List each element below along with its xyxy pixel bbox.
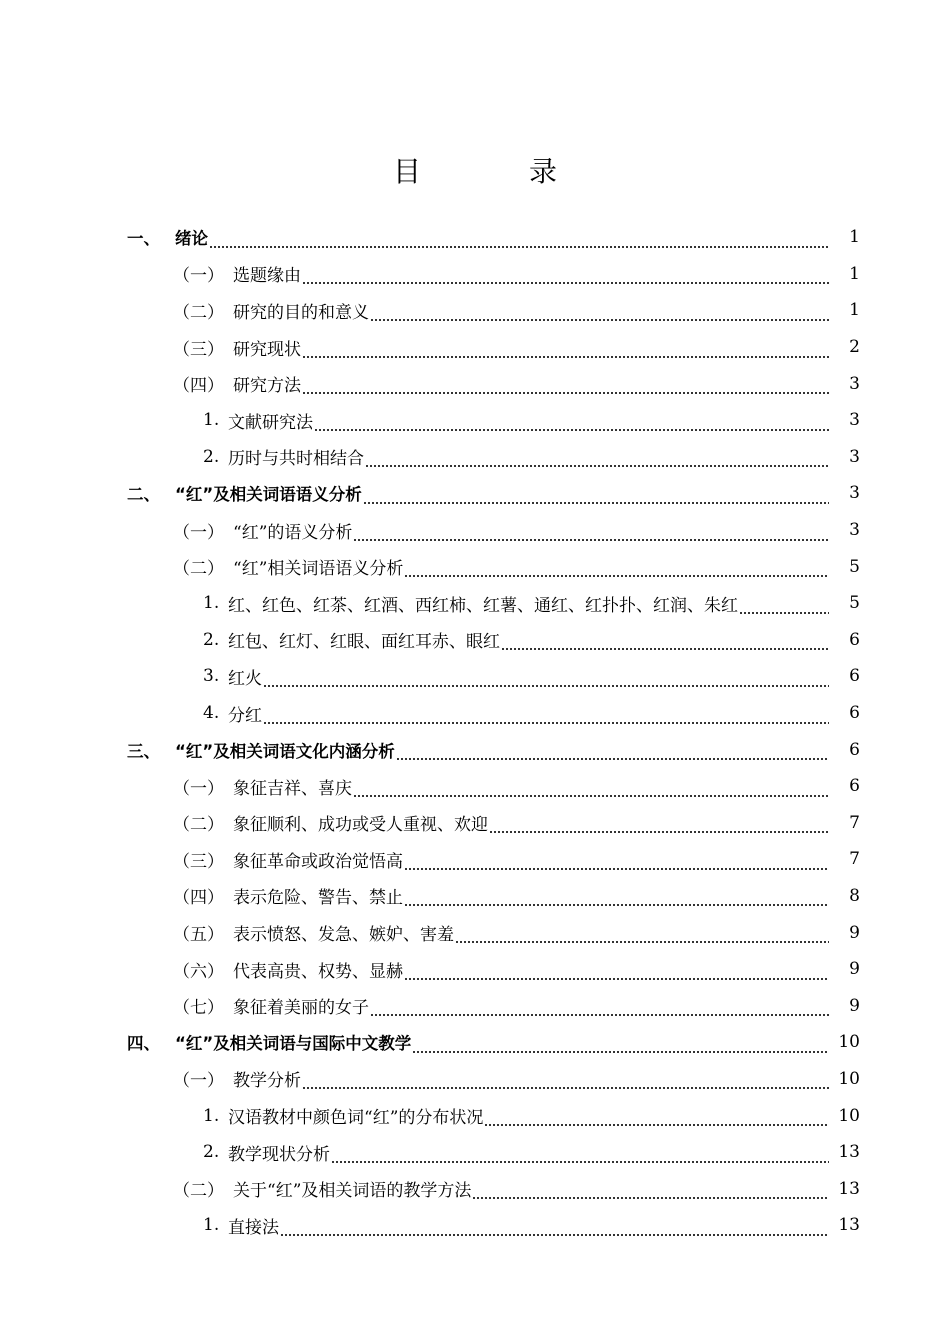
toc-entry-page-number: 13 — [838, 1142, 860, 1163]
toc-entry-label: 绪论 — [175, 229, 208, 249]
toc-entry-number: 三、 — [127, 741, 160, 761]
dot-leader — [365, 451, 829, 468]
toc-entry-page-number: 7 — [849, 849, 860, 870]
toc-entry-page-number: 13 — [838, 1178, 860, 1199]
toc-entry-number: （三） — [173, 339, 224, 360]
toc-entry[interactable] — [0, 402, 950, 439]
dot-leader — [404, 854, 829, 871]
toc-entry[interactable] — [0, 622, 950, 659]
toc-entry[interactable] — [0, 292, 950, 329]
toc-entry[interactable] — [0, 329, 950, 366]
toc-entry-page-number: 1 — [849, 300, 860, 321]
toc-entry[interactable] — [0, 731, 950, 768]
dot-leader — [396, 744, 829, 761]
toc-entry-number: 1. — [203, 593, 220, 614]
dot-leader — [302, 268, 829, 285]
toc-entry-number: 2. — [203, 629, 220, 650]
toc-entry-number: 2. — [203, 1142, 220, 1163]
toc-entry[interactable] — [0, 365, 950, 402]
dot-leader — [455, 927, 829, 944]
toc-entry-label: 红火 — [228, 668, 262, 689]
toc-entry-number: 1. — [203, 1105, 220, 1126]
dot-leader — [209, 232, 829, 249]
toc-entry-number: 2. — [203, 446, 220, 467]
toc-entry[interactable] — [0, 1170, 950, 1207]
toc-entry-label: 象征吉祥、喜庆 — [233, 778, 352, 799]
toc-entry-label: “红”的语义分析 — [233, 522, 353, 543]
toc-entry[interactable] — [0, 1097, 950, 1134]
dot-leader — [472, 1183, 829, 1200]
toc-entry-label: 分红 — [228, 705, 262, 726]
toc-entry-label: 研究的目的和意义 — [233, 302, 369, 323]
toc-entry-number: 四、 — [127, 1034, 160, 1054]
dot-leader — [370, 1000, 829, 1017]
dot-leader — [501, 634, 829, 651]
dot-leader — [353, 781, 829, 798]
toc-entry-number: 一、 — [127, 229, 160, 249]
toc-entry-page-number: 10 — [838, 1068, 860, 1089]
toc-entry[interactable] — [0, 439, 950, 476]
toc-entry[interactable] — [0, 512, 950, 549]
toc-entry-label: 象征革命或政治觉悟高 — [233, 851, 403, 872]
toc-entry-label: 研究现状 — [233, 339, 301, 360]
toc-entry[interactable] — [0, 548, 950, 585]
dot-leader — [353, 525, 829, 542]
dot-leader — [302, 342, 829, 359]
toc-entry-label: 红、红色、红茶、红酒、西红柿、红薯、通红、红扑扑、红润、朱红 — [228, 595, 738, 616]
toc-entry[interactable] — [0, 878, 950, 915]
dot-leader — [404, 964, 829, 981]
toc-entry[interactable] — [0, 951, 950, 988]
dot-leader — [302, 378, 829, 395]
dot-leader — [489, 817, 829, 834]
toc-entry-label: 教学现状分析 — [228, 1144, 330, 1165]
dot-leader — [302, 1073, 829, 1090]
toc-entry-page-number: 1 — [849, 263, 860, 284]
toc-entry-page-number: 13 — [838, 1215, 860, 1236]
toc-entry-page-number: 9 — [849, 922, 860, 943]
toc-entry[interactable] — [0, 987, 950, 1024]
toc-entry-number: （二） — [173, 559, 224, 580]
toc-entry-label: 研究方法 — [233, 376, 301, 397]
toc-entry-number: （二） — [173, 815, 224, 836]
toc-entry-label: 文献研究法 — [228, 412, 313, 433]
toc-entry-page-number: 6 — [849, 739, 860, 760]
toc-entry[interactable] — [0, 914, 950, 951]
toc-entry-number: （一） — [173, 266, 224, 287]
toc-entry[interactable] — [0, 695, 950, 732]
toc-entry[interactable] — [0, 1207, 950, 1244]
toc-entry-number: （二） — [173, 302, 224, 323]
dot-leader — [331, 1147, 829, 1164]
toc-entry-label: “红”及相关词语文化内涵分析 — [175, 741, 395, 761]
toc-entry-label: 选题缘由 — [233, 266, 301, 287]
toc-entry-page-number: 1 — [849, 227, 860, 248]
toc-entry-page-number: 6 — [849, 666, 860, 687]
dot-leader — [404, 890, 829, 907]
table-of-contents — [0, 219, 950, 1244]
toc-entry-page-number: 3 — [849, 520, 860, 541]
toc-entry-label: 红包、红灯、红眼、面红耳赤、眼红 — [228, 632, 500, 653]
toc-entry-label: 表示危险、警告、禁止 — [233, 888, 403, 909]
toc-entry-number: （三） — [173, 851, 224, 872]
toc-entry-label: 代表高贵、权势、显赫 — [233, 961, 403, 982]
toc-entry-page-number: 5 — [849, 593, 860, 614]
toc-entry-label: “红”及相关词语与国际中文教学 — [175, 1034, 412, 1054]
toc-entry[interactable] — [0, 585, 950, 622]
toc-entry-label: 象征顺利、成功或受人重视、欢迎 — [233, 815, 488, 836]
toc-entry-number: （一） — [173, 778, 224, 799]
toc-entry-label: 历时与共时相结合 — [228, 449, 364, 470]
toc-entry[interactable] — [0, 658, 950, 695]
toc-entry-number: 二、 — [127, 485, 160, 505]
dot-leader — [280, 1220, 829, 1237]
dot-leader — [314, 415, 829, 432]
toc-entry-page-number: 2 — [849, 337, 860, 358]
toc-entry-page-number: 6 — [849, 703, 860, 724]
toc-entry-number: 4. — [203, 703, 220, 724]
toc-entry-label: 教学分析 — [233, 1071, 301, 1092]
toc-entry[interactable] — [0, 841, 950, 878]
toc-entry-page-number: 9 — [849, 995, 860, 1016]
toc-entry[interactable] — [0, 219, 950, 256]
toc-entry-number: 1. — [203, 1215, 220, 1236]
dot-leader — [263, 671, 829, 688]
toc-entry-label: 表示愤怒、发急、嫉妒、害羞 — [233, 925, 454, 946]
toc-entry-page-number: 3 — [849, 483, 860, 504]
toc-entry-label: 关于“红”及相关词语的教学方法 — [233, 1181, 472, 1202]
toc-entry-page-number: 3 — [849, 446, 860, 467]
dot-leader — [363, 488, 829, 505]
toc-entry-label: “红”及相关词语语义分析 — [175, 485, 362, 505]
dot-leader — [412, 1037, 829, 1054]
toc-entry-page-number: 9 — [849, 959, 860, 980]
toc-entry-page-number: 6 — [849, 629, 860, 650]
toc-entry-number: 3. — [203, 666, 220, 687]
dot-leader — [370, 305, 829, 322]
dot-leader — [263, 708, 829, 725]
toc-entry-page-number: 7 — [849, 812, 860, 833]
toc-entry-number: （四） — [173, 376, 224, 397]
toc-entry-label: “红”相关词语语义分析 — [233, 559, 404, 580]
toc-entry[interactable] — [0, 475, 950, 512]
toc-entry-number: （七） — [173, 998, 224, 1019]
toc-entry-page-number: 10 — [838, 1032, 860, 1053]
toc-entry-number: （五） — [173, 925, 224, 946]
toc-entry-label: 汉语教材中颜色词“红”的分布状况 — [228, 1108, 484, 1129]
toc-entry-number: （二） — [173, 1181, 224, 1202]
toc-entry[interactable] — [0, 805, 950, 842]
toc-entry[interactable] — [0, 1061, 950, 1098]
toc-entry-number: （四） — [173, 888, 224, 909]
toc-entry-number: 1. — [203, 410, 220, 431]
toc-entry-page-number: 10 — [838, 1105, 860, 1126]
dot-leader — [739, 598, 829, 615]
dot-leader — [484, 1110, 829, 1127]
toc-entry-label: 直接法 — [228, 1217, 279, 1238]
toc-entry[interactable] — [0, 1134, 950, 1171]
dot-leader — [404, 561, 829, 578]
toc-entry-number: （六） — [173, 961, 224, 982]
toc-entry-page-number: 6 — [849, 776, 860, 797]
toc-entry-page-number: 8 — [849, 885, 860, 906]
toc-entry-page-number: 5 — [849, 556, 860, 577]
toc-entry[interactable] — [0, 256, 950, 293]
toc-entry-page-number: 3 — [849, 410, 860, 431]
toc-entry[interactable] — [0, 768, 950, 805]
toc-entry[interactable] — [0, 1024, 950, 1061]
toc-entry-number: （一） — [173, 522, 224, 543]
toc-entry-number: （一） — [173, 1071, 224, 1092]
toc-entry-page-number: 3 — [849, 373, 860, 394]
toc-title: 目 录 — [392, 155, 597, 188]
toc-entry-label: 象征着美丽的女子 — [233, 998, 369, 1019]
